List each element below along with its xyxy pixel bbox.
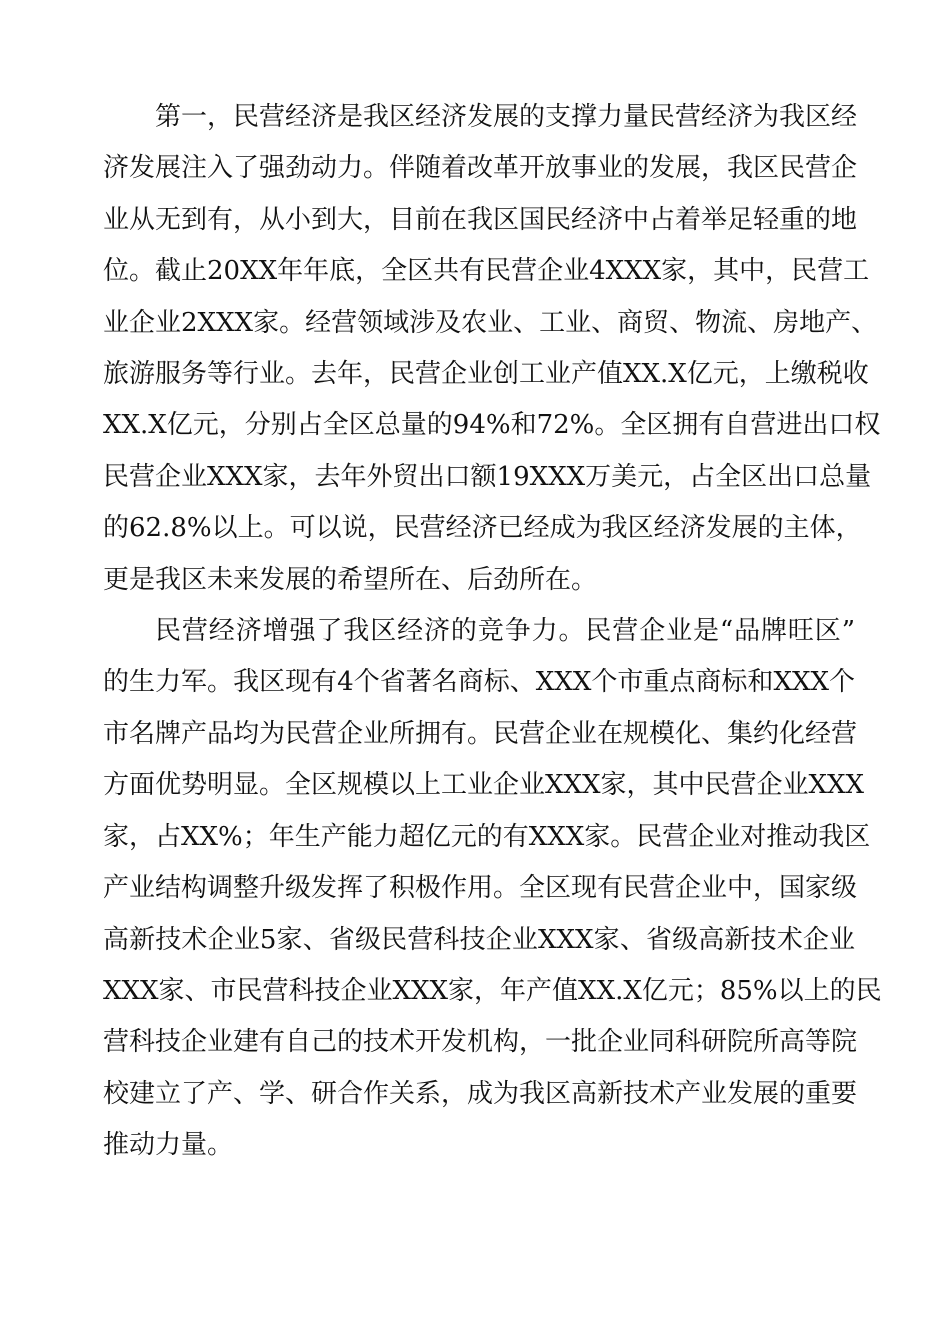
text-line: 旅游服务等行业。去年，民营企业创工业产值XX.X亿元，上缴税收 [103,359,869,390]
text-line: 民营经济增强了我区经济的竞争力。民营企业是“品牌旺区” [155,616,855,647]
paragraph-competitiveness [103,606,882,1171]
text-line: 更是我区未来发展的希望所在、后劲所在。 [103,564,598,595]
text-line: 业从无到有，从小到大，目前在我区国民经济中占着举足轻重的地 [103,204,858,235]
text-line: 推动力量。 [103,1130,234,1161]
text-line: 产业结构调整升级发挥了积极作用。全区现有民营企业中，国家级 [103,873,858,904]
text-line: 济发展注入了强劲动力。伴随着改革开放事业的发展，我区民营企 [103,153,858,184]
document-body [103,92,882,1172]
text-line: XX.X亿元，分别占全区总量的94%和72%。全区拥有自营进出口权 [103,410,881,441]
text-line: 第一，民营经济是我区经济发展的支撑力量民营经济为我区经 [155,102,858,132]
paragraph-private-economy-support [103,92,881,606]
text-line: 方面优势明显。全区规模以上工业企业XXX家，其中民营企业XXX [103,770,865,801]
text-line: 的62.8%以上。可以说，民营经济已经成为我区经济发展的主体， [103,513,862,544]
text-line: 高新技术企业5家、省级民营科技企业XXX家、省级高新技术企业 [103,924,855,955]
text-line: 业企业2XXX家。经营领域涉及农业、工业、商贸、物流、房地产、 [103,307,878,338]
text-line: 校建立了产、学、研合作关系，成为我区高新技术产业发展的重要 [103,1078,858,1109]
text-line: 民营企业XXX家，去年外贸出口额19XXX万美元，占全区出口总量 [103,461,872,492]
text-line: 家，占XX%；年生产能力超亿元的有XXX家。民营企业对推动我区 [103,821,871,852]
text-line: 的生力军。我区现有4个省著名商标、XXX个市重点商标和XXX个 [103,667,855,698]
text-line: XXX家、市民营科技企业XXX家，年产值XX.X亿元；85%以上的民 [103,975,882,1006]
text-line: 营科技企业建有自己的技术开发机构，一批企业同科研院所高等院 [103,1027,858,1058]
text-line: 位。截止20XX年年底，全区共有民营企业4XXX家，其中，民营工 [103,256,870,287]
text-line: 市名牌产品均为民营企业所拥有。民营企业在规模化、集约化经营 [103,718,858,749]
